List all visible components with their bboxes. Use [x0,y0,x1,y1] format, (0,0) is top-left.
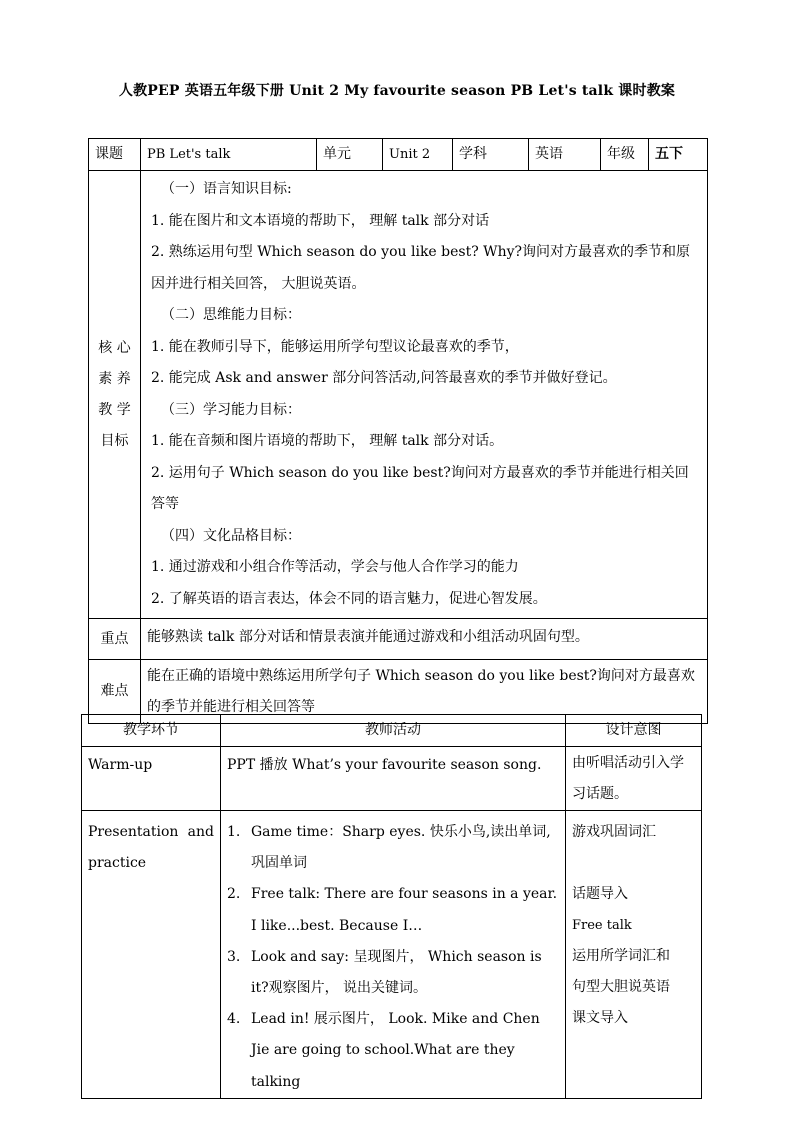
presentation-activities [221,811,566,1099]
goal-section-heading: （三）学习能力目标： [161,401,301,418]
goal-section-heading: （四）文化品格目标： [161,527,301,544]
warmup-stage: Warm-up [82,747,221,811]
stage-header: 教学环节 [82,715,221,747]
intent-line: 句型大胆说英语 [572,979,670,995]
intent-line [572,848,695,879]
goals-content [141,171,708,619]
teaching-process-table [81,714,702,1099]
grade-value: 五下 [649,139,708,171]
intent-line: 游戏巩固词汇 [572,824,656,840]
activity-step: 3. Look and say: 呈现图片， Which season is it?观察图片， 说出关键词。 [227,948,542,997]
subject-value: 英语 [529,139,601,171]
document-title: 人教PEP 英语五年级下册 Unit 2 My favourite season PB Let's talk 课时教案 [118,83,676,99]
goal-item: 2. 运用句子 Which season do you like best?询问对方最喜欢的季节并能进行相关回答等 [151,464,689,512]
goals-label: 核 心 素 养 教 学 目标 [89,171,141,619]
goal-section-heading: （二）思维能力目标： [161,307,301,323]
goal-item: 1. 能在音频和图片语境的帮助下， 理解 talk 部分对话。 [151,433,504,449]
key-point-label: 重点 [89,619,141,660]
warmup-intent: 由听唱活动引入学习话题。 [566,747,702,811]
warmup-activity: PPT 播放 What’s your favourite season song. [221,747,566,811]
goal-item: 1. 通过游戏和小组合作等活动，学会与他人合作学习的能力 [151,559,519,575]
activity-step: 1. Game time：Sharp eyes. 快乐小鸟,读出单词,巩固单词 [227,824,551,872]
goal-item: 2. 了解英语的语言表达，体会不同的语言魅力，促进心智发展。 [151,590,547,607]
intent-line: 话题导入 [572,886,628,902]
difficulty-text: 能在正确的语境中熟练运用所学句子 Which season do you like best?询问对方最喜欢的季节并能进行相关回答等 [141,660,708,724]
difficulty-label: 难点 [89,660,141,724]
activity-step: 4. Lead in! 展示图片， Look. Mike and Chen Jie are going to school.What are they talking [227,1011,540,1090]
lesson-info-table [88,138,708,724]
intent-line: 课文导入 [572,1010,628,1026]
intent-line: 运用所学词汇和 [572,948,670,964]
activity-step: 2. Free talk: There are four seasons in a year. I like...best. Because I… [227,886,558,934]
goal-item: 2. 熟练运用句型 Which season do you like best? Why?询问对方最喜欢的季节和原因并进行相关回答， 大胆说英语。 [151,244,690,292]
intent-line: Free talk [572,918,632,933]
goal-item: 1. 能在图片和文本语境的帮助下， 理解 talk 部分对话 [151,212,490,229]
unit-label: 单元 [317,139,383,171]
activity-header: 教师活动 [221,715,566,747]
goal-section-heading: （一）语言知识目标: [161,181,292,197]
presentation-stage: Presentation and practice [82,811,221,1099]
goal-item: 1. 能在教师引导下，能够运用所学句型议论最喜欢的季节， [151,338,519,355]
key-point-text: 能够熟读 talk 部分对话和情景表演并能通过游戏和小组活动巩固句型。 [141,619,708,660]
intent-header: 设计意图 [566,715,702,747]
unit-value: Unit 2 [383,139,453,171]
subject-label: 学科 [453,139,529,171]
topic-value: PB Let's talk [141,139,317,171]
topic-label: 课题 [89,139,141,171]
grade-label: 年级 [601,139,649,171]
goal-item: 2. 能完成 Ask and answer 部分问答活动,问答最喜欢的季节并做好登记。 [151,370,617,386]
presentation-intents [566,811,702,1099]
